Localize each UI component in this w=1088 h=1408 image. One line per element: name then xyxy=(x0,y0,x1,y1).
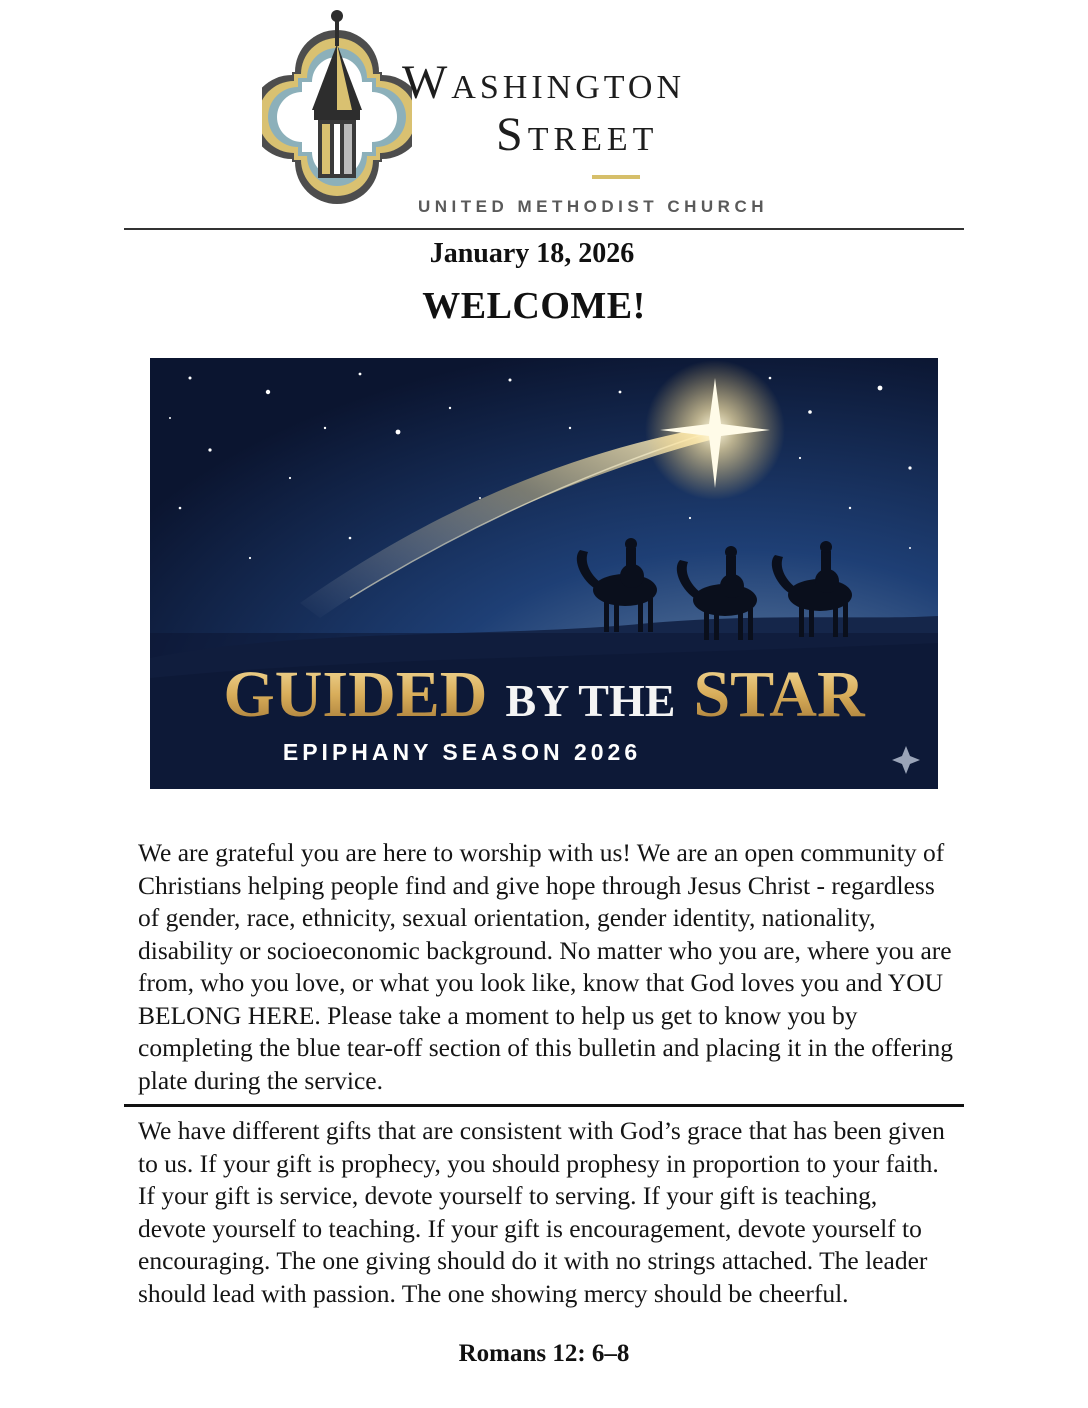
church-header xyxy=(0,0,1088,230)
church-name-line1: Washington xyxy=(402,56,686,109)
denomination-label: UNITED METHODIST CHURCH xyxy=(418,197,768,216)
church-name-line2: Street xyxy=(496,108,659,161)
banner-title-word2: STAR xyxy=(693,658,865,731)
banner-subtitle: EPIPHANY SEASON 2026 xyxy=(282,739,642,765)
scripture-citation: Romans 12: 6–8 xyxy=(458,1340,630,1367)
welcome-paragraph: We are grateful you are here to worship with us! We are an open community of Christians helping people find and give hope through Jesus Christ - regardless of gender, race, ethnicity, sexual orientation, gender identity, nationality, disability or socioeconomic background. No matter who you are, where you are from, who you love, or what you look like, know that God loves you and YOU BELONG HERE. Please take a moment to help us get to know you by completing the blue tear-off section of this bulletin and placing it in the offering plate during the service. xyxy=(138,838,954,1095)
banner-title-word1: GUIDED xyxy=(223,658,488,731)
welcome-heading: WELCOME! xyxy=(422,285,646,327)
banner-title-middle: BY THE xyxy=(505,675,676,726)
scripture-paragraph: We have different gifts that are consistent with God’s grace that has been given to us. If your gift is prophecy, you should prophesy in proportion to your faith. If your gift is service, devote yourself to serving. If your gift is teaching, devote yourself to teaching. If your gift is encouragement, devote yourself to encouraging. The one giving should do it with no strings attached. The leader should lead with passion. The one showing mercy should be cheerful. xyxy=(138,1116,945,1308)
gold-divider xyxy=(592,175,640,179)
epiphany-banner xyxy=(150,358,938,789)
bulletin-date: January 18, 2026 xyxy=(429,238,635,269)
steeple-quatrefoil-icon xyxy=(262,2,412,210)
header-rule xyxy=(124,228,964,230)
section-divider xyxy=(124,1104,964,1107)
